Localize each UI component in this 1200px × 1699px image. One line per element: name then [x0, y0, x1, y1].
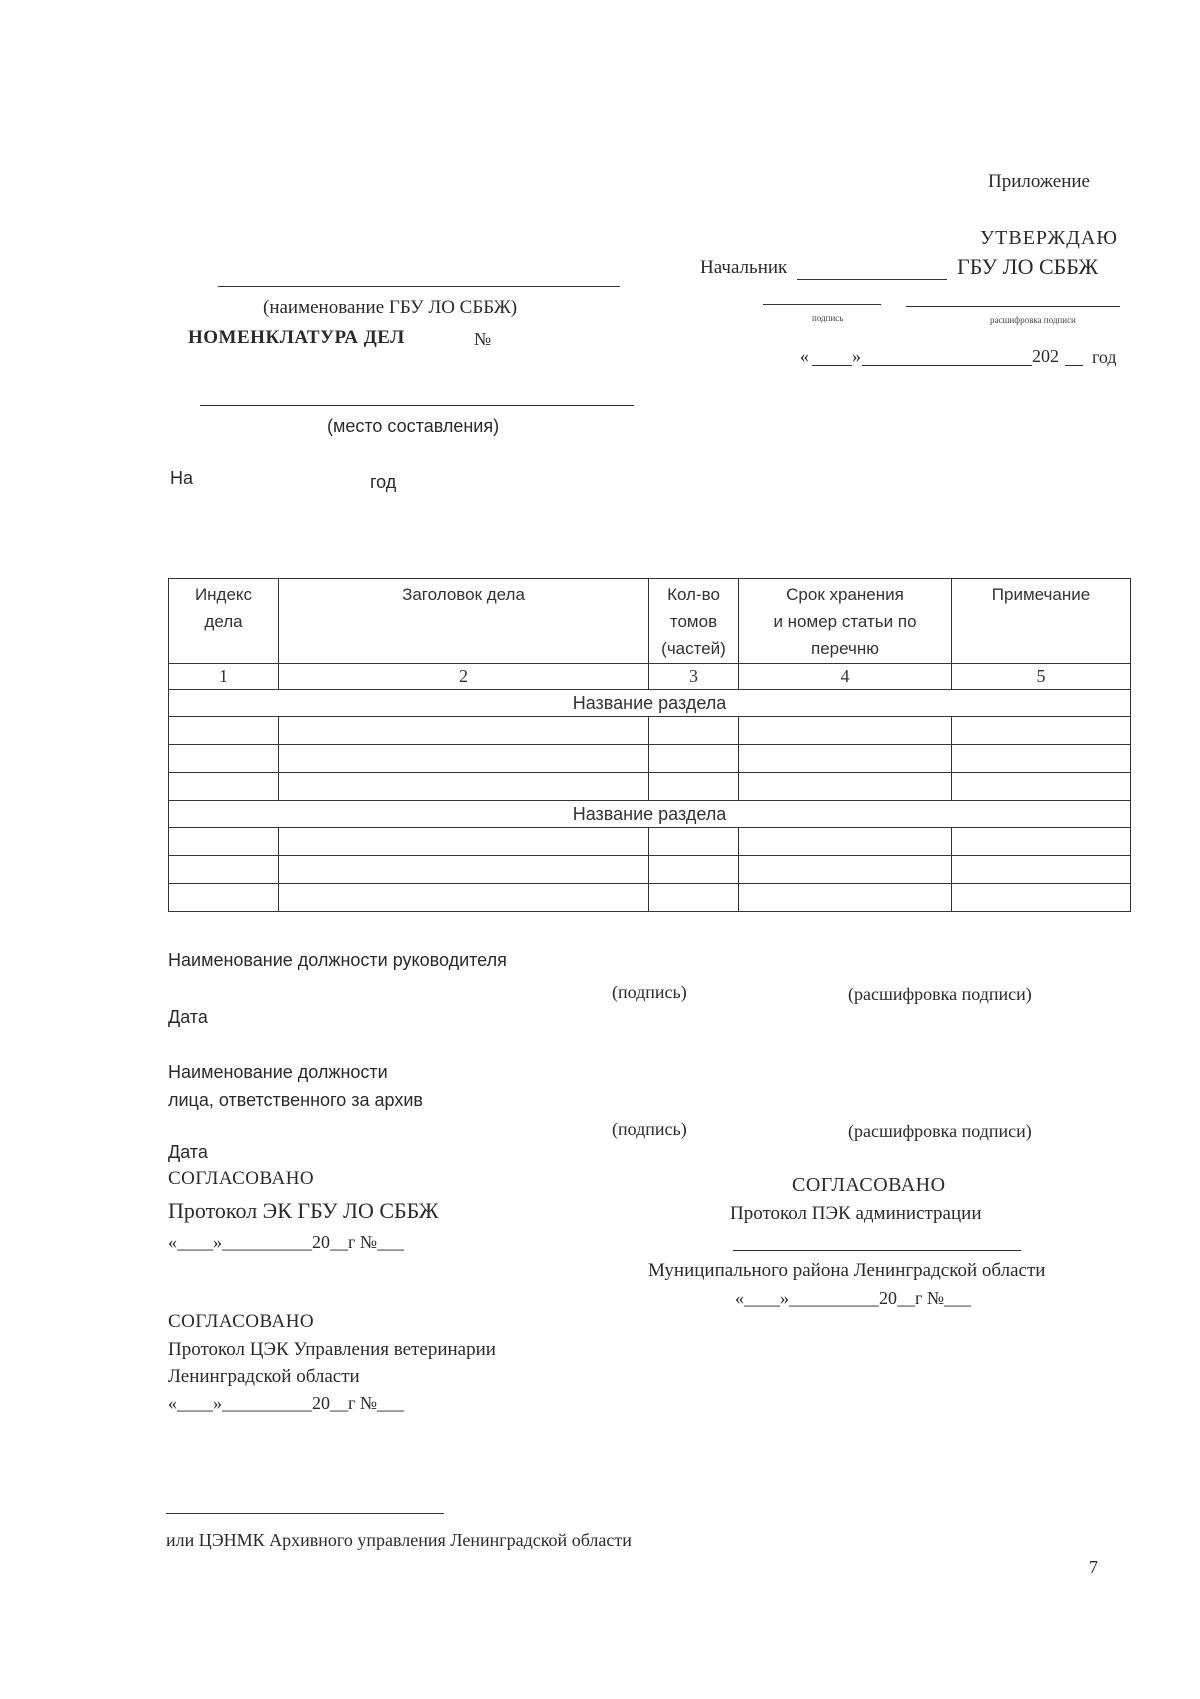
table-cell	[952, 745, 1131, 773]
header-title: Заголовок дела	[279, 579, 649, 664]
col-number-2: 2	[279, 664, 649, 690]
head-position-label: Наименование должности руководителя	[168, 950, 507, 970]
agreed-pek-name-line	[733, 1250, 1021, 1251]
col-number-4: 4	[739, 664, 952, 690]
table-cell	[952, 717, 1131, 745]
on-label: На	[170, 468, 194, 488]
approve-year-suffix: год	[1092, 347, 1117, 367]
table-cell	[649, 856, 739, 884]
table-cell	[169, 717, 279, 745]
archive-position-label-1: Наименование должности	[168, 1062, 388, 1082]
agreed-pek-title: СОГЛАСОВАНО	[792, 1174, 946, 1196]
approve-signature-line	[763, 304, 881, 305]
archive-signature-caption: (подпись)	[612, 1119, 687, 1139]
table-cell	[739, 856, 952, 884]
table-cell	[169, 884, 279, 912]
footnote-text: или ЦЭНМК Архивного управления Ленинградской области	[166, 1530, 632, 1550]
agreed-cek-date: «____»__________20__г №___	[168, 1393, 405, 1413]
approve-date-open: «	[800, 346, 809, 366]
table-cell	[279, 745, 649, 773]
table-cell	[279, 884, 649, 912]
approve-decode-line	[906, 306, 1120, 307]
agreed-pek-date: «____»__________20__г №___	[735, 1288, 972, 1308]
table-cell	[279, 773, 649, 801]
table-cell	[649, 884, 739, 912]
approve-decode-caption: расшифровка подписи	[990, 315, 1076, 325]
table-cell	[169, 745, 279, 773]
approve-month-line	[862, 365, 1032, 366]
table-row	[169, 773, 1131, 801]
table-cell	[169, 856, 279, 884]
appendix-label: Приложение	[988, 171, 1090, 192]
section-row-2	[169, 801, 1131, 828]
head-date-label: Дата	[168, 1007, 208, 1027]
header-index: Индекс дела	[169, 579, 279, 664]
table-cell	[739, 717, 952, 745]
table-row	[169, 717, 1131, 745]
org-name-line	[218, 286, 620, 287]
table-cell	[739, 884, 952, 912]
table-cell	[279, 856, 649, 884]
archive-decode-caption: (расшифровка подписи)	[848, 1121, 1032, 1141]
table-cell	[952, 884, 1131, 912]
head-signature-caption: (подпись)	[612, 982, 687, 1002]
head-decode-caption: (расшифровка подписи)	[848, 984, 1032, 1004]
table-cell	[649, 773, 739, 801]
approve-day-line	[812, 365, 852, 366]
table-cell	[739, 773, 952, 801]
table-header-row	[169, 579, 1131, 664]
page-number: 7	[1089, 1557, 1098, 1577]
col-number-5: 5	[952, 664, 1131, 690]
table-cell	[739, 828, 952, 856]
agreed-ek-title: СОГЛАСОВАНО	[168, 1168, 315, 1189]
agreed-cek-title: СОГЛАСОВАНО	[168, 1311, 315, 1332]
footnote-separator	[166, 1513, 444, 1514]
table-cell	[649, 828, 739, 856]
number-sign: №	[474, 329, 492, 349]
agreed-pek-line1: Протокол ПЭК администрации	[730, 1203, 982, 1224]
table-cell	[739, 745, 952, 773]
section-title-2: Название раздела	[169, 801, 1131, 828]
table-cell	[649, 717, 739, 745]
section-title-1: Название раздела	[169, 690, 1131, 717]
header-volumes: Кол-во томов (частей)	[649, 579, 739, 664]
nomenclature-table	[168, 578, 1131, 912]
table-cell	[952, 828, 1131, 856]
table-cell	[169, 773, 279, 801]
approve-position-label: Начальник	[700, 257, 788, 278]
year-label: год	[370, 472, 397, 492]
column-number-row	[169, 664, 1131, 690]
nomenclature-title: НОМЕНКЛАТУРА ДЕЛ	[188, 327, 405, 348]
approve-title: УТВЕРЖДАЮ	[980, 227, 1118, 249]
approve-year-prefix: 202	[1032, 346, 1059, 366]
agreed-ek-date: «____»__________20__г №___	[168, 1232, 405, 1252]
table-row	[169, 828, 1131, 856]
col-number-3: 3	[649, 664, 739, 690]
agreed-cek-line1: Протокол ЦЭК Управления ветеринарии	[168, 1339, 496, 1360]
table-cell	[279, 717, 649, 745]
approve-name-line	[797, 279, 947, 280]
section-row-1	[169, 690, 1131, 717]
table-cell	[279, 828, 649, 856]
table-cell	[952, 773, 1131, 801]
agreed-cek-line2: Ленинградской области	[168, 1366, 360, 1387]
archive-position-label-2: лица, ответственного за архив	[168, 1090, 423, 1110]
header-retention: Срок хранения и номер статьи по перечню	[739, 579, 952, 664]
table-cell	[169, 828, 279, 856]
archive-date-label: Дата	[168, 1142, 208, 1162]
place-line	[200, 405, 634, 406]
approve-signature-caption: подпись	[812, 313, 844, 323]
table-row	[169, 856, 1131, 884]
col-number-1: 1	[169, 664, 279, 690]
approve-year-line	[1065, 365, 1083, 366]
agreed-ek-text: Протокол ЭК ГБУ ЛО СББЖ	[168, 1198, 439, 1223]
place-caption: (место составления)	[327, 416, 500, 436]
org-caption: (наименование ГБУ ЛО СББЖ)	[263, 297, 518, 318]
approve-org: ГБУ ЛО СББЖ	[957, 254, 1099, 279]
table-row	[169, 884, 1131, 912]
agreed-pek-line2: Муниципального района Ленинградской области	[648, 1260, 1046, 1281]
approve-date-close: »	[852, 346, 861, 366]
table-cell	[952, 856, 1131, 884]
table-cell	[649, 745, 739, 773]
header-note: Примечание	[952, 579, 1131, 664]
table-row	[169, 745, 1131, 773]
